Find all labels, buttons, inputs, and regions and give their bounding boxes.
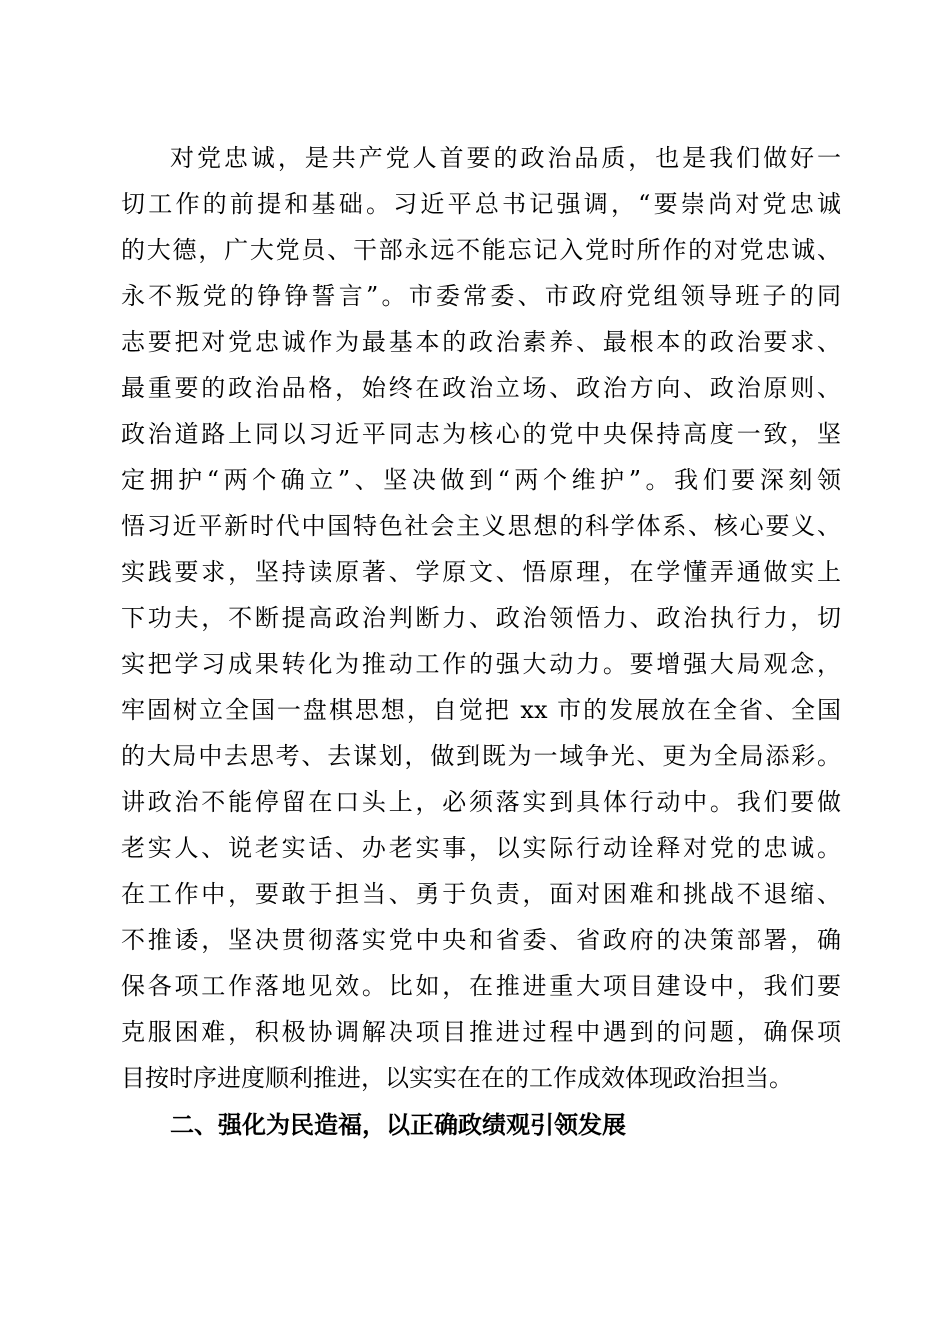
paragraph-line: 不推诿，坚决贯彻落实党中央和省委、省政府的决策部署，确 [121, 926, 841, 954]
paragraph-line: 下功夫，不断提高政治判断力、政治领悟力、政治执行力，切 [121, 604, 841, 632]
paragraph-line: 的大局中去思考、去谋划，做到既为一域争光、更为全局添彩。 [121, 742, 841, 770]
paragraph-line: 实把学习成果转化为推动工作的强大动力。要增强大局观念， [121, 650, 841, 678]
paragraph-line: 对党忠诚，是共产党人首要的政治品质，也是我们做好一 [170, 144, 841, 172]
paragraph-line: 悟习近平新时代中国特色社会主义思想的科学体系、核心要义、 [121, 512, 841, 540]
paragraph-line: 永不叛党的铮铮誓言”。市委常委、市政府党组领导班子的同 [121, 282, 841, 310]
paragraph-line: 在工作中，要敢于担当、勇于负责，面对困难和挑战不退缩、 [121, 880, 841, 908]
paragraph-line: 目按时序进度顺利推进，以实实在在的工作成效体现政治担当。 [121, 1064, 793, 1092]
paragraph-line: 最重要的政治品格，始终在政治立场、政治方向、政治原则、 [121, 374, 841, 402]
paragraph-line: 的大德，广大党员、干部永远不能忘记入党时所作的对党忠诚、 [121, 236, 841, 264]
paragraph-line: 定拥护“两个确立”、坚决做到“两个维护”。我们要深刻领 [121, 466, 841, 494]
paragraph-line: 实践要求，坚持读原著、学原文、悟原理，在学懂弄通做实上 [121, 558, 841, 586]
paragraph-line: 志要把对党忠诚作为最基本的政治素养、最根本的政治要求、 [121, 328, 841, 356]
paragraph-line: 政治道路上同以习近平同志为核心的党中央保持高度一致，坚 [121, 420, 841, 448]
paragraph-line: 老实人、说老实话、办老实事，以实际行动诠释对党的忠诚。 [121, 834, 841, 862]
section-heading: 二、强化为民造福，以正确政绩观引领发展 [170, 1111, 626, 1139]
paragraph-line: 保各项工作落地见效。比如，在推进重大项目建设中，我们要 [121, 972, 841, 1000]
paragraph-line: 讲政治不能停留在口头上，必须落实到具体行动中。我们要做 [121, 788, 841, 816]
paragraph-line: 克服困难，积极协调解决项目推进过程中遇到的问题，确保项 [121, 1018, 841, 1046]
paragraph-line: 切工作的前提和基础。习近平总书记强调，“要崇尚对党忠诚 [121, 190, 841, 218]
paragraph-line: 牢固树立全国一盘棋思想，自觉把 xx 市的发展放在全省、全国 [121, 696, 841, 724]
